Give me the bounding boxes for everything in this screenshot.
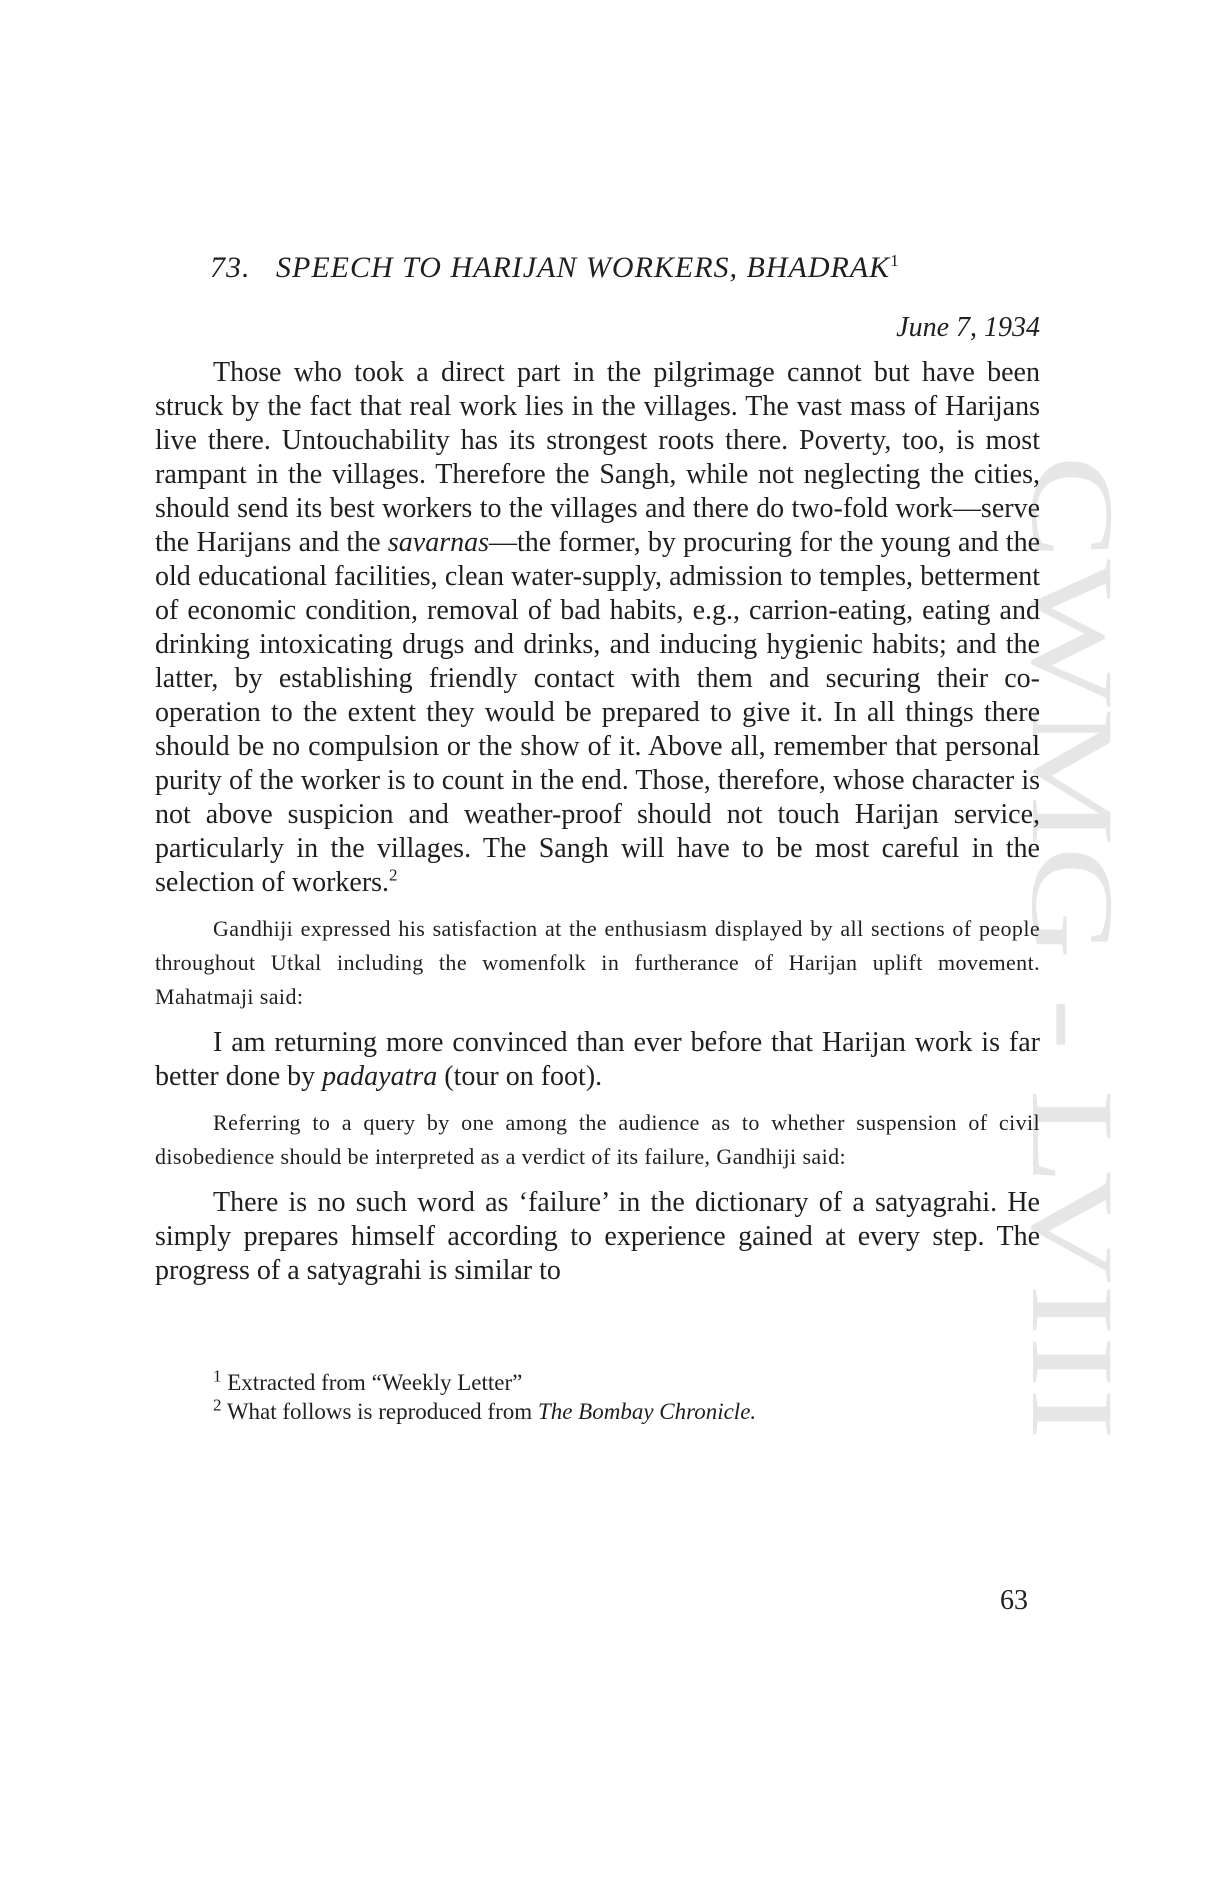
speech-date: June 7, 1934 — [896, 312, 1040, 343]
footnote-italic-title: The Bombay Chronicle. — [537, 1399, 757, 1424]
chapter-title: SPEECH TO HARIJAN WORKERS, BHADRAK — [276, 251, 891, 284]
chapter-number: 73. — [210, 251, 251, 284]
paragraph-text: Those who took a direct part in the pilgrimage cannot but have been struck by the fact that real work lies in the villages. The vast mass of Harijans live there. Untouchability has its strongest roots there. Poverty, too, is most rampant in the villages. Therefore the Sangh, while not neglecting the cities, should send its best workers to the villages and there do two-fold work—serve the Harijans and the — [155, 357, 1040, 558]
footnote-mark: 1 — [213, 1366, 222, 1386]
quote-text-cont: (tour on foot). — [437, 1061, 603, 1092]
footnote-text: Extracted from “Weekly Letter” — [227, 1370, 523, 1395]
footnote-2 — [213, 1397, 1040, 1426]
italic-term: savarnas — [387, 527, 490, 558]
italic-term-padayatra: padayatra — [322, 1061, 438, 1092]
quote-paragraph-1 — [155, 1026, 1040, 1094]
editorial-note-1: Gandhiji expressed his satisfaction at the enthusiasm displayed by all sections of people throughout Utkal including the womenfolk in furtherance of Harijan uplift movement. Mahatmaji said: — [155, 916, 1040, 1009]
watermark-text: CWMG - LVIII — [1007, 455, 1138, 1198]
footnote-mark: 2 — [213, 1395, 222, 1415]
chapter-heading — [210, 248, 1040, 288]
quote-paragraph-2: There is no such word as ‘failure’ in the dictionary of a satyagrahi. He simply prepares himself according to experience gained at every step. The progress of a satyagrahi is similar to — [155, 1187, 1040, 1286]
document-page — [155, 248, 1040, 1426]
footnote-ref-2: 2 — [389, 865, 398, 885]
footnote-text: What follows is reproduced from — [226, 1399, 538, 1424]
paragraph-text-cont: —the former, by procuring for the young and the old educational facilities, clean water-supply, admission to temples, betterment of economic condition, removal of bad habits, e.g., carrion-eating, eating and drinking intoxicating drugs and drinks, and inducing hygienic habits; and the latter, by establishing friendly contact with them and securing their co-operation to the extent they would be prepared to give it. In all things there should be no compulsion or the show of it. Above all, remember that personal purity of the worker is to count in the end. Those, therefore, whose character is not above suspicion and weather-proof should not touch Harijan service, particularly in the villages. The Sangh will have to be most careful in the selection of workers. — [155, 527, 1040, 898]
footnotes — [155, 1368, 1040, 1426]
footnote-ref-1: 1 — [890, 251, 900, 270]
footnote-1 — [213, 1368, 1040, 1397]
page-number: 63 — [1000, 1585, 1028, 1616]
editorial-note-2: Referring to a query by one among the audience as to whether suspension of civil disobedience should be interpreted as a verdict of its failure, Gandhiji said: — [155, 1110, 1040, 1169]
main-paragraph — [155, 356, 1040, 900]
quote-text: I am returning more convinced than ever before that Harijan work is far better done by — [155, 1027, 1040, 1092]
